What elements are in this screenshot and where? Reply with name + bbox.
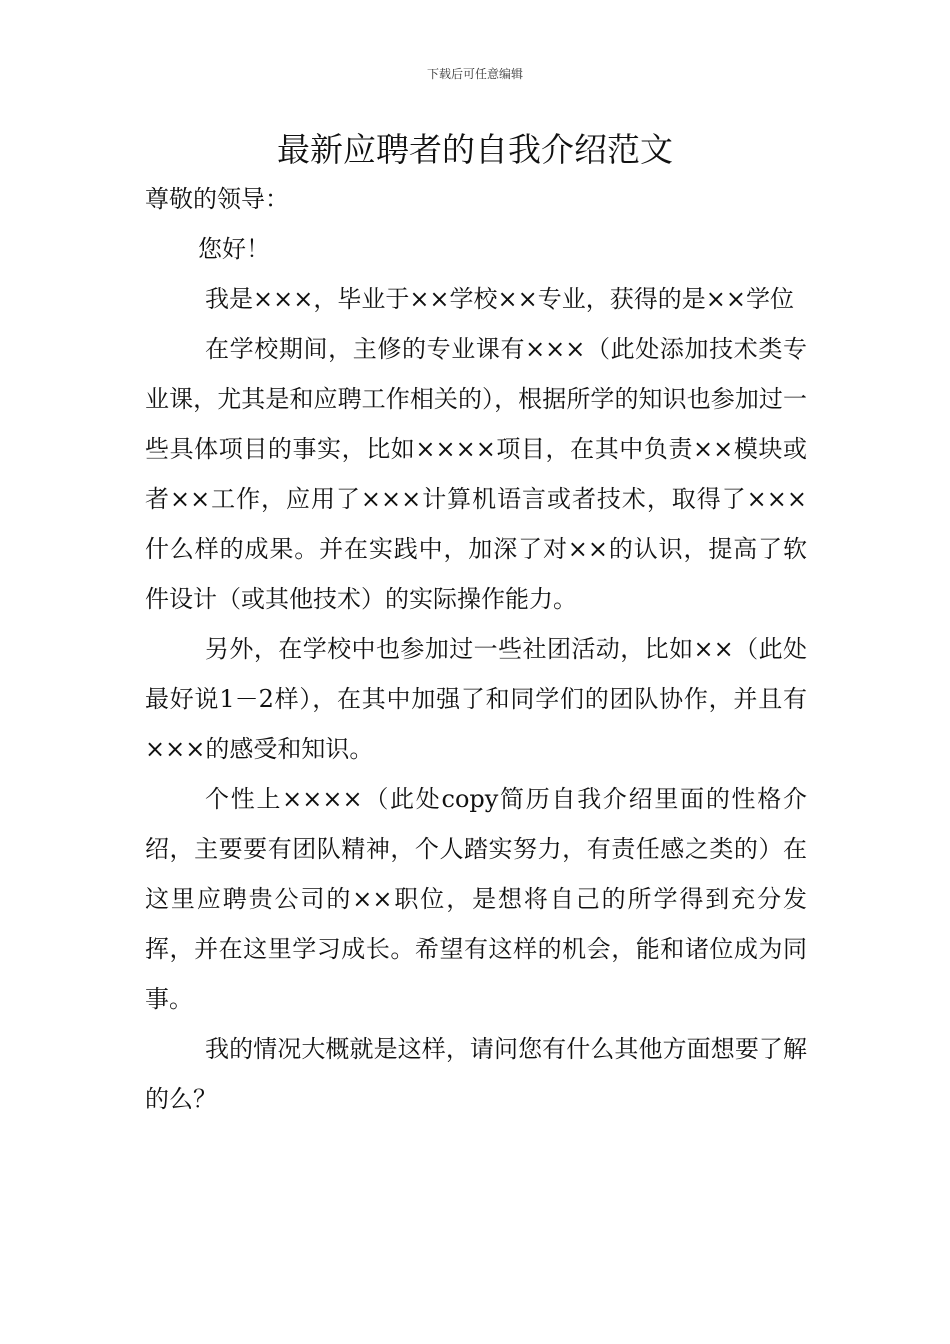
greeting: 您好！ xyxy=(198,235,270,263)
document-title: 最新应聘者的自我介绍范文 xyxy=(277,130,673,169)
paragraph-personality: 个性上××××（此处copy简历自我介绍里面的性格介绍，主要要有团队精神，个人踏实努力，有责任感之类的）在这里应聘贵公司的××职位，是想将自己的所学得到充分发挥，并在这里学习成长。希望有这样的机会，能和诸位成为同事。 xyxy=(145,785,807,1013)
salutation: 尊敬的领导： xyxy=(145,185,289,213)
paragraph-study: 在学校期间，主修的专业课有×××（此处添加技术类专业课，尤其是和应聘工作相关的），根据所学的知识也参加过一些具体项目的事实，比如××××项目，在其中负责××模块或者××工作，应用了×××计算机语言或者技术，取得了×××什么样的成果。并在实践中，加深了对××的认识，提高了软件设计（或其他技术）的实际操作能力。 xyxy=(145,335,807,613)
document-body xyxy=(145,174,807,1124)
paragraph-activities: 另外，在学校中也参加过一些社团活动，比如××（此处最好说1－2样），在其中加强了和同学们的团队协作，并且有×××的感受和知识。 xyxy=(145,635,807,763)
header-note: 下载后可任意编辑 xyxy=(426,67,523,81)
paragraph-closing: 我的情况大概就是这样，请问您有什么其他方面想要了解的么？ xyxy=(145,1035,807,1113)
paragraph-intro: 我是×××，毕业于××学校××专业，获得的是××学位 xyxy=(205,285,794,313)
